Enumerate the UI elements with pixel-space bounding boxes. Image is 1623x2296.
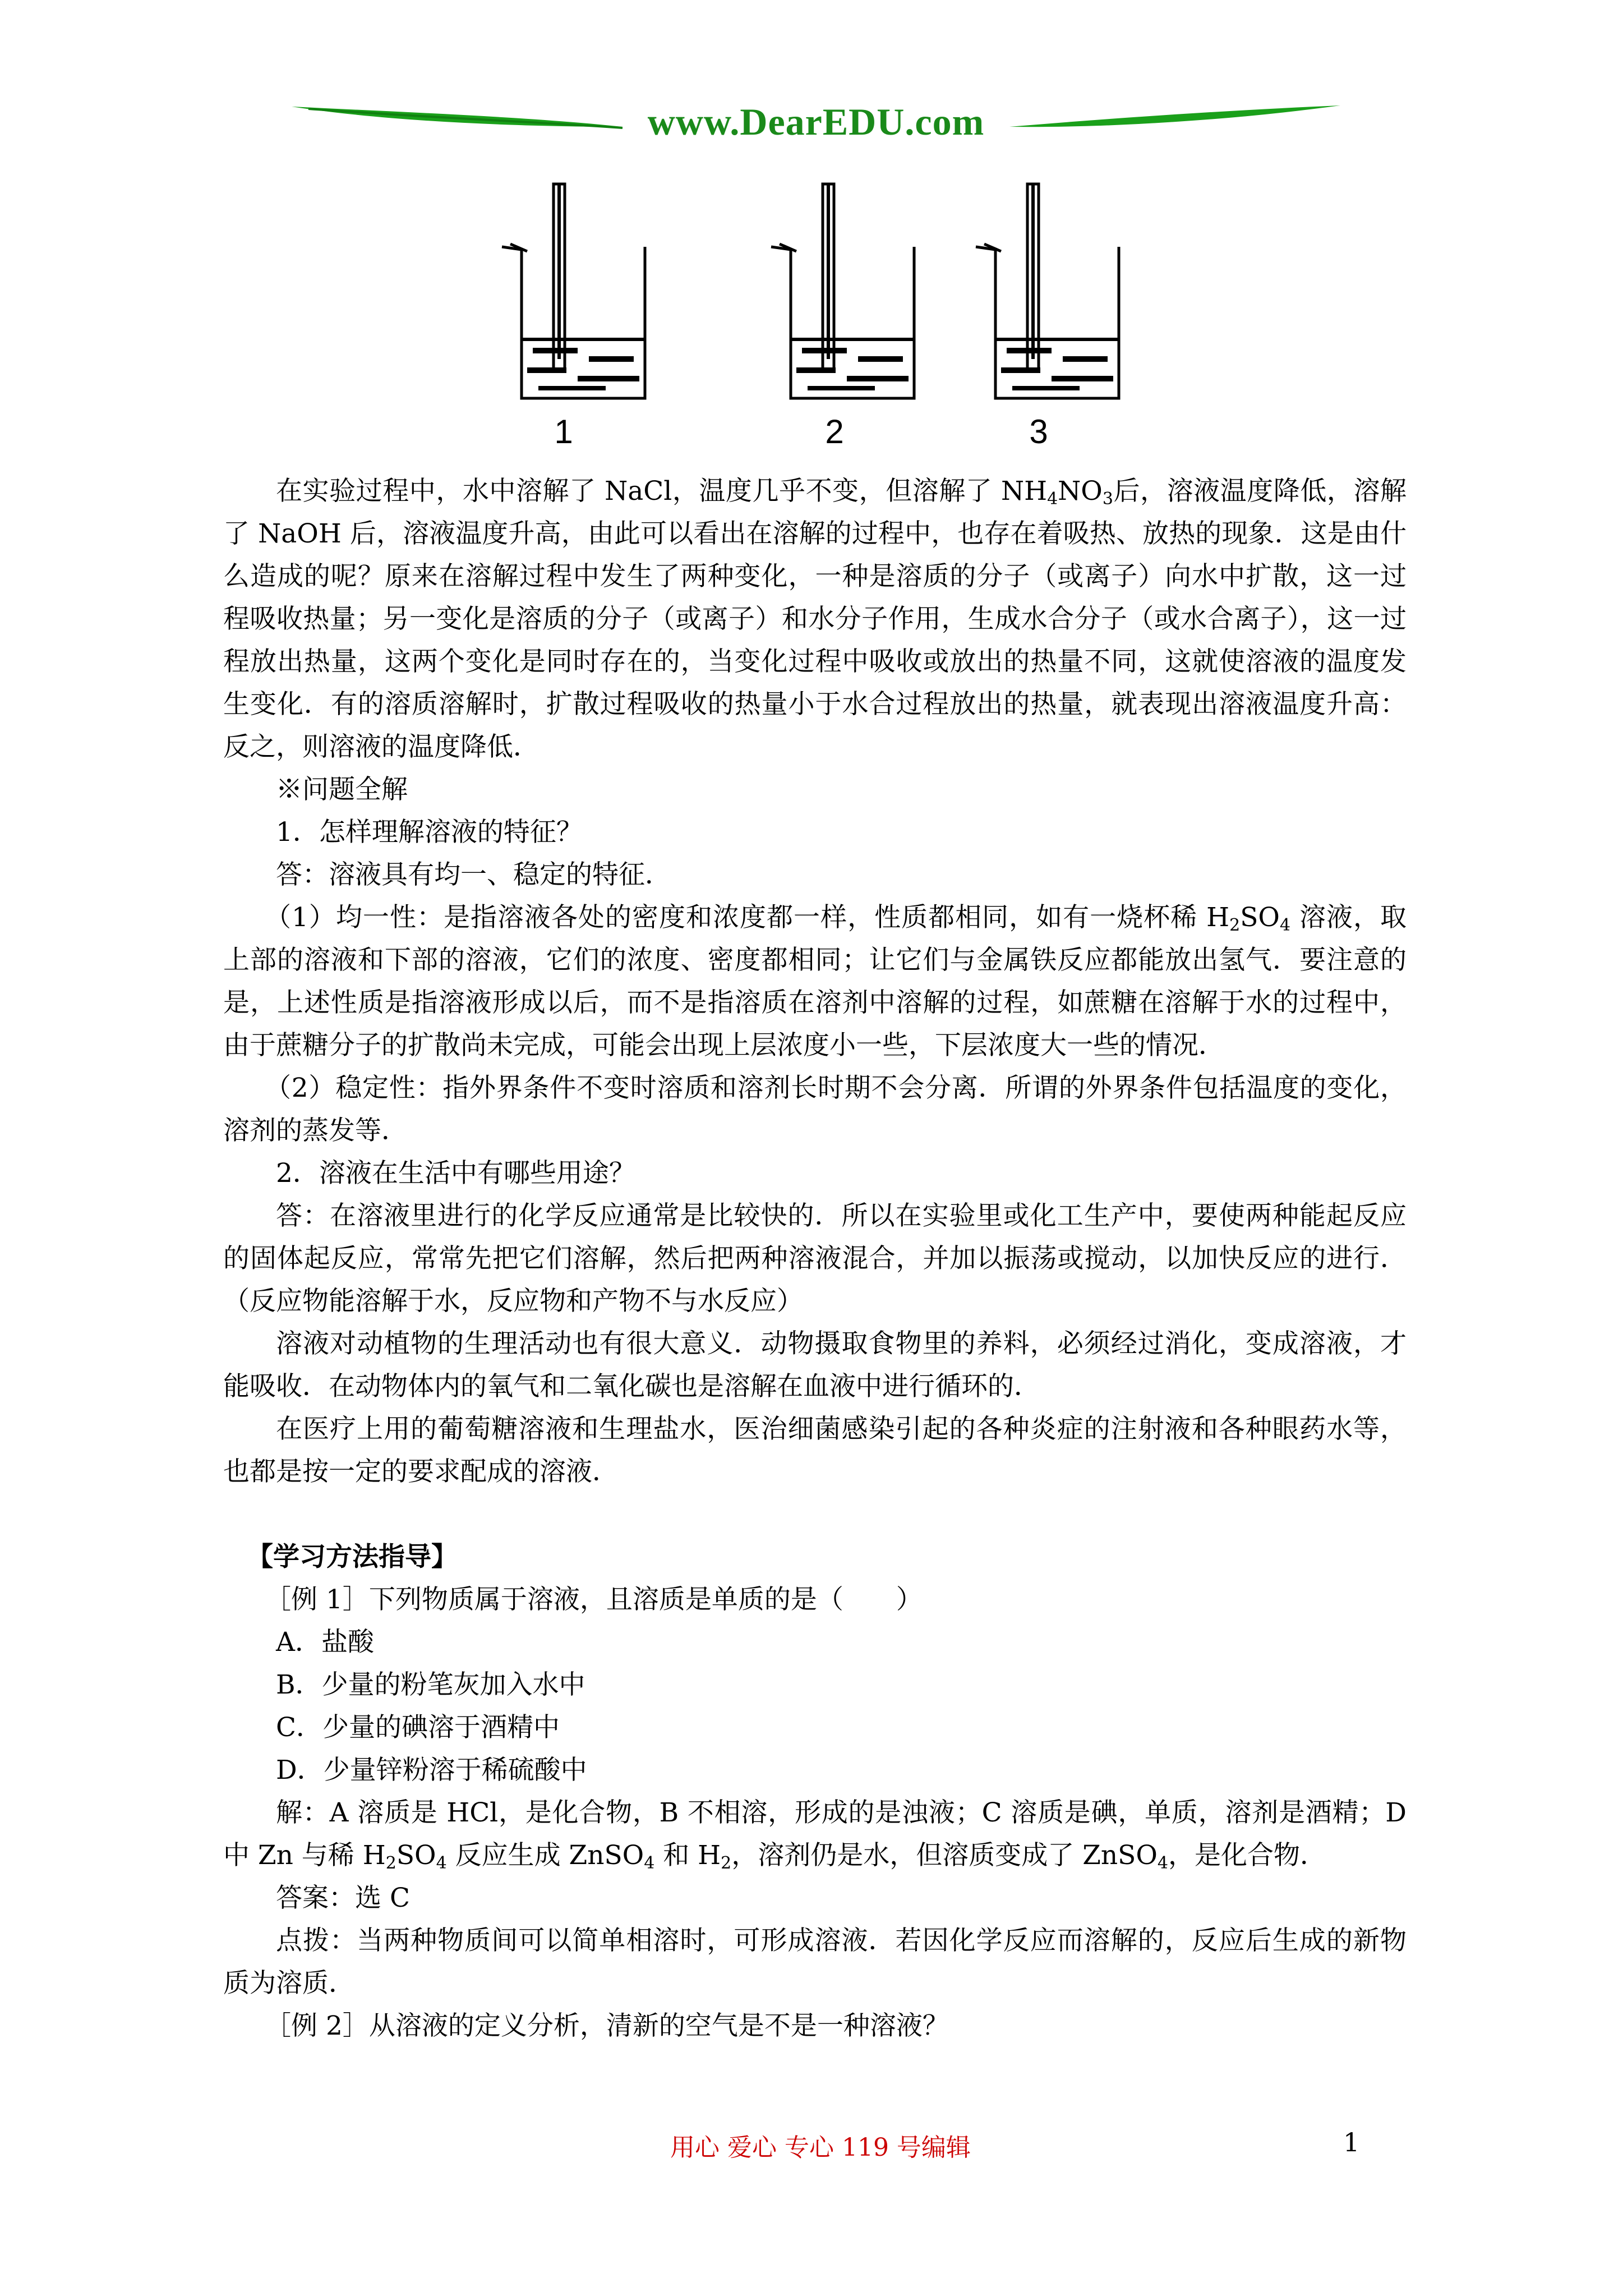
beaker-2	[771, 184, 914, 398]
section-label-qa: ※问题全解	[276, 774, 408, 805]
paragraph-dissolution-heat: 在实验过程中，水中溶解了 NaCl，温度几乎不变，但溶解了 $NH_4NO_3$后，溶液温度降低，溶解了 NaOH 后，溶液温度升高，由此可以看出在溶解的过程中，也存在着吸热、放热的现象．这是由什么造成的呢？原来在溶解过程中发生了两种变化，一种是溶质的分子（或离子）向水中扩散，这一过程吸收热量；另一变化是溶质的分子（或离子）和水分子作用，生成水合分子（或水合离子），这一过程放出热量，这两个变化是同时存在的，当变化过程中吸收或放出的热量不同，这就使溶液的温度发生变化．有的溶质溶解时，扩散过程吸收的热量小于水合过程放出的热量，就表现出溶液温度升高：反之，则溶液的温度降低．	[223, 476, 1407, 762]
section-heading-method: 【学习方法指导】	[247, 1542, 458, 1572]
beaker-figure	[494, 180, 1133, 460]
example-2: ［例 2］从溶液的定义分析，清新的空气是不是一种溶液？	[265, 2010, 949, 2041]
example-1: ［例 1］下列物质属于溶液，且溶质是单质的是（ ）	[265, 1584, 923, 1615]
site-logo-text: www.DearEDU.com	[647, 100, 985, 143]
page-number: 1	[1343, 2127, 1360, 2157]
footer-credit: 用心 爱心 专心 119 号编辑	[670, 2133, 971, 2162]
answer-example-1: 答案：选 C	[276, 1883, 410, 1913]
beaker-1	[502, 184, 645, 398]
answer-1: 答：溶液具有均一、稳定的特征．	[276, 859, 671, 890]
option-a: A．盐酸	[276, 1627, 374, 1658]
solution-1: 解：A 溶质是 HCl，是化合物，B 不相溶，形成的是浊液；C 溶质是碘，单质，溶剂是酒精；D 中 Zn 与稀 $H_2SO_4$ 反应生成 ZnSO$_4$ 和 $H_2$，溶剂仍是水，但溶质变成了 ZnSO$_4$，是化合物．	[223, 1797, 1407, 1873]
figure-label-3: 3	[1029, 413, 1048, 450]
document-body	[223, 470, 1407, 2047]
question-2: 2．溶液在生活中有哪些用途？	[276, 1158, 635, 1189]
paragraph-stability: （2）稳定性：指外界条件不变时溶质和溶剂长时期不会分离．所谓的外界条件包括温度的变化，溶剂的蒸发等．	[223, 1073, 1407, 1146]
option-c: C．少量的碘溶于酒精中	[276, 1712, 560, 1743]
paragraph-biology: 溶液对动植物的生理活动也有很大意义．动物摄取食物里的养料，必须经过消化，变成溶液，才能吸收．在动物体内的氧气和二氧化碳也是溶解在血液中进行循环的．	[223, 1328, 1407, 1402]
page-footer	[0, 2127, 1623, 2161]
beaker-3	[976, 184, 1119, 398]
question-1: 1．怎样理解溶液的特征？	[276, 817, 583, 848]
option-d: D．少量锌粉溶于稀硫酸中	[276, 1755, 587, 1786]
tip-example-1: 点拨：当两种物质间可以简单相溶时，可形成溶液．若因化学反应而溶解的，反应后生成的新物质为溶质．	[223, 1925, 1407, 1999]
figure-label-2: 2	[825, 413, 844, 450]
figure-label-1: 1	[554, 413, 573, 450]
page-header	[292, 95, 1340, 157]
answer-2: 答：在溶液里进行的化学反应通常是比较快的．所以在实验里或化工生产中，要使两种能起反应的固体起反应，常常先把它们溶解，然后把两种溶液混合，并加以振荡或搅动，以加快反应的进行．（反应物能溶解于水，反应物和产物不与水反应）	[223, 1200, 1407, 1317]
paragraph-uniformity: （1）均一性：是指溶液各处的密度和浓度都一样，性质都相同，如有一烧杯稀 $H_2SO_4$ 溶液，取上部的溶液和下部的溶液，它们的浓度、密度都相同；让它们与金属铁反应都能放出氢气．要注意的是，上述性质是指溶液形成以后，而不是指溶质在溶剂中溶解的过程，如蔗糖在溶解于水的过程中，由于蔗糖分子的扩散尚未完成，可能会出现上层浓度小一些，下层浓度大一些的情况．	[223, 902, 1407, 1061]
paragraph-medical: 在医疗上用的葡萄糖溶液和生理盐水，医治细菌感染引起的各种炎症的注射液和各种眼药水等，也都是按一定的要求配成的溶液．	[223, 1414, 1407, 1487]
option-b: B．少量的粉笔灰加入水中	[276, 1669, 585, 1700]
